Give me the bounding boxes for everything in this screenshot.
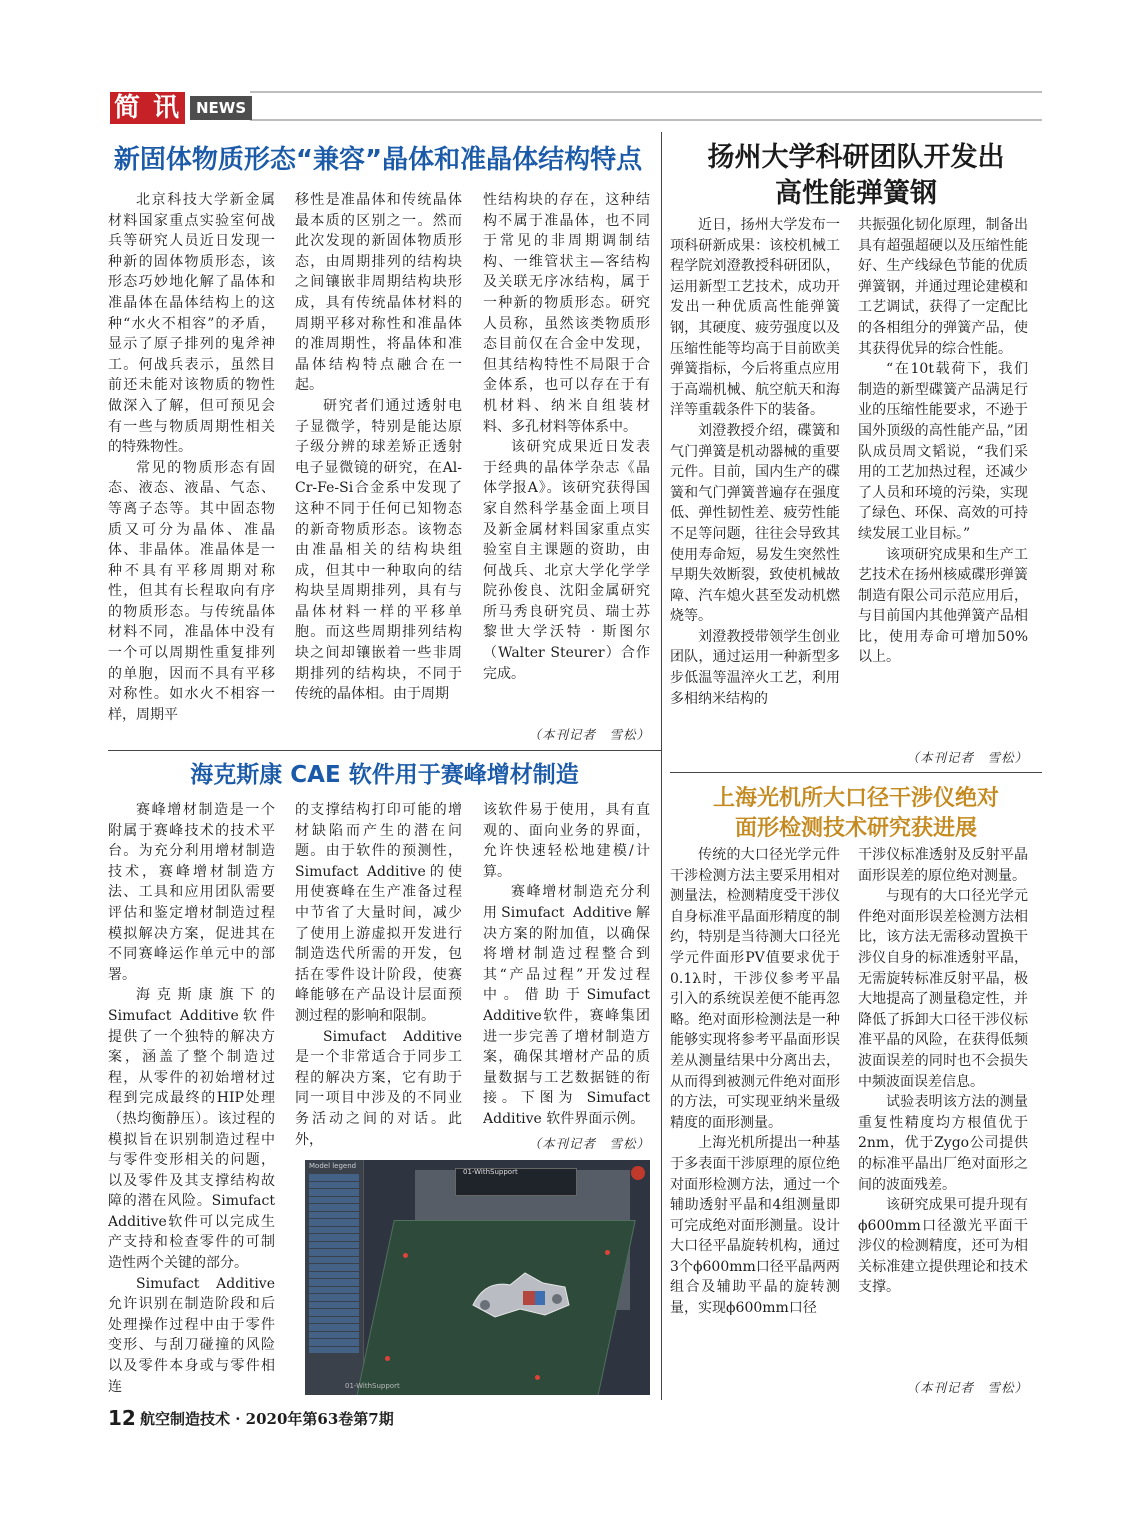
article1-title: 新固体物质形态“兼容”晶体和准晶体结构特点: [113, 145, 643, 175]
paragraph: 该软件易于使用，具有直观的、面向业务的界面，允许快速轻松地建模/计算。: [483, 802, 650, 880]
article2-byline: （本刊记者 雪松）: [906, 750, 1028, 765]
paragraph: 海克斯康旗下的Simufact Additive软件提供了一个独特的解决方案，涵盖了整个制造过程，从零件的初始增材过程到完成最终的HIP处理（热均衡静压）。该过程的模拟旨在识别制造过程中与零件变形相关的问题，以及零件及其支撑结构故障的潜在风险。Simufact Additive软件可以完成生产支持和检查零件的可制造性两个关键的部分。: [108, 987, 275, 1272]
model-legend-list: [309, 1174, 359, 1354]
paragraph: “在10t载荷下，我们制造的新型碟簧产品满足行业的压缩性能要求，不逊于国外顶级的高性能产品，”团队成员周文韬说，“我们采用的工艺加热过程，还减少了人员和环境的污染，实现了绿色、环保、高效的可持续发展工业目标。”: [858, 361, 1028, 542]
paragraph: 刘澄教授带领学生创业团队，通过运用一种新型多步低温等温淬火工艺，利用多相纳米结构的: [670, 628, 840, 707]
article4-column-1: [670, 845, 840, 1400]
paragraph: 干涉仪标准透射及反射平晶面形误差的原位绝对测量。: [858, 847, 1028, 884]
printed-part-model: [465, 1265, 575, 1325]
software-screenshot-figure: [305, 1160, 650, 1395]
article2-title: [670, 140, 1042, 212]
model-legend-title: Model legend: [309, 1162, 357, 1170]
article3-byline: （本刊记者 雪松）: [528, 1136, 650, 1151]
paragraph: 常见的物质形态有固态、液态、液晶、气态、等离子态等。其中固态物质又可分为晶体、准晶体、非晶体。准晶体是一种不具有平移周期对称性，但其有长程取向有序的物质形态。与传统晶体材料不同，准晶体中没有一个可以周期性重复排列的单胞，因而不具有平移对称性。如水火不相容一样，周期平: [108, 459, 275, 723]
article4-byline: （本刊记者 雪松）: [906, 1380, 1028, 1395]
section-label-en: NEWS: [190, 96, 252, 120]
article4-title-line1: 上海光机所大口径干涉仪绝对: [712, 786, 999, 811]
section-label: 简 讯: [110, 92, 185, 124]
article2-column-1: [670, 215, 840, 770]
paragraph: 该研究成果近日发表于经典的晶体学杂志《晶体学报A》。该研究获得国家自然科学基金面上项目及新金属材料国家重点实验室自主课题的资助，由何战兵、北京大学化学学院孙俊良、沈阳金属研究所马秀良研究员、瑞士苏黎世大学沃特 · 斯图尔（Walter Steurer）合作完成。: [483, 439, 650, 682]
settings-icon: [631, 1166, 645, 1180]
paragraph: 该项研究成果和生产工艺技术在扬州核威碟形弹簧制造有限公司示范应用后，与目前国内其他弹簧产品相比，使用寿命可增加50%以上。: [858, 546, 1028, 666]
header-rule-bottom: [250, 119, 1042, 121]
article3-column-2: [295, 800, 462, 1152]
article1-column-2: [295, 190, 462, 750]
marker-dot: [385, 1356, 390, 1361]
paragraph: 该研究成果可提升现有ϕ600mm口径激光平面干涉仪的检测精度，还可为相关标准建立提供理论和技术支撑。: [858, 1197, 1028, 1296]
paragraph: Simufact Additive允许识别在制造阶段和后处理操作过程中由于零件变形、与刮刀碰撞的风险以及零件本身或与零件相连: [108, 1275, 275, 1395]
paragraph: 上海光机所提出一种基于多表面干涉原理的原位绝对面形检测方法，通过一个辅助透射平晶和4组测量即可完成绝对面形测量。设计大口径平晶旋转机构，通过3个ϕ600mm口径平晶两两组合及辅助平晶的旋转测量，实现ϕ600mm口径: [670, 1135, 840, 1317]
article1-byline: （本刊记者 雪松）: [528, 727, 650, 742]
article4-title: [670, 784, 1042, 844]
article2-column-2: [858, 215, 1028, 745]
paragraph: 与现有的大口径光学元件绝对面形误差检测方法相比，该方法无需移动置换干涉仪自身的标准透射平晶，无需旋转标准反射平晶，极大地提高了测量稳定性，并降低了拆卸大口径干涉仪标准平晶的风险，在获得低频波面误差的同时也不会损失中频波面误差信息。: [858, 888, 1028, 1090]
article-divider: [670, 772, 1042, 773]
journal-title: 航空制造技术 · 2020年第63卷第7期: [140, 1410, 394, 1428]
paragraph: 传统的大口径光学元件干涉检测方法主要采用相对测量法，检测精度受干涉仪自身标准平晶面形精度的制约，特别是当待测大口径光学元件面形PV值要求优于0.1λ时，干涉仪参考平晶引入的系统误差便不能再忽略。绝对面形检测法是一种能够实现将参考平晶面形误差从测量结果中分离出去，从而得到被测元件绝对面形的方法，可实现亚纳米量级精度的面形测量。: [670, 847, 840, 1131]
marker-dot: [535, 1375, 540, 1380]
article-divider: [108, 750, 661, 751]
article2-title-line2: 高性能弹簧钢: [775, 178, 937, 209]
marker-dot: [605, 1250, 610, 1255]
paragraph: 移性是准晶体和传统晶体最本质的区别之一。然而此次发现的新固体物质形态，由周期排列的结构块之间镶嵌非周期结构块形成，具有传统晶体材料的周期平移对称性和准晶体的准周期性，将晶体和准晶体结构特点融合在一起。: [295, 192, 462, 394]
paragraph: 共振强化韧化原理，制备出具有超强超硬以及压缩性能好、生产线绿色节能的优质弹簧钢，并通过理论建模和工艺调试，获得了一定配比的各相组分的弹簧产品，使其获得优异的综合性能。: [858, 217, 1028, 357]
article3-column-3: [483, 800, 650, 1130]
paragraph: 刘澄教授介绍，碟簧和气门弹簧是机动器械的重要元件。目前，国内生产的碟簧和气门弹簧普遍存在强度低、弹性韧性差、疲劳性能不足等问题，往往会导致其使用寿命短，易发生突然性早期失效断裂，致使机械故障、汽车熄火甚至发动机燃烧等。: [670, 422, 840, 625]
paragraph: 北京科技大学新金属材料国家重点实验室何战兵等研究人员近日发现一种新的固体物质形态，该形态巧妙地化解了晶体和准晶体在晶体结构上的这种“水火不相容”的矛盾，显示了原子排列的鬼斧神工。何战兵表示，虽然目前还未能对该物质的物性做深入了解，但可预见会有一些与物质周期性相关的特殊物性。: [108, 192, 275, 456]
article4-column-2: [858, 845, 1028, 1375]
column-divider: [661, 132, 662, 1400]
paragraph: 性结构块的存在，这种结构不属于准晶体，也不同于常见的非周期调制结构、一维管状主—客结构及关联无序冰结构，属于一种新的物质形态。研究人员称，虽然该类物质形态目前仅在合金中发现，但其结构特性不局限于合金体系，也可以存在于有机材料、纳米自组装材料、多孔材料等体系中。: [483, 192, 650, 435]
article3-column-1: [108, 800, 275, 1398]
page-number: 12: [108, 1406, 136, 1430]
paragraph: 赛峰增材制造充分利用Simufact Additive解决方案的附加值，以确保将增材制造过程整合到其“产品过程”开发过程中。借助于Simufact Additive软件，赛峰集团进一步完善了增材制造方案，确保其增材产品的质量数据与工艺数据链的衔接。下图为 Simufact Additive 软件界面示例。: [483, 884, 650, 1127]
paragraph: Simufact Additive是一个非常适合于同步工程的解决方案，它有助于同一项目中涉及的不同业务活动之间的对话。此外，: [295, 1028, 462, 1148]
paragraph: 的支撑结构打印可能的增材缺陷而产生的潜在问题。由于软件的预测性，Simufact Additive的使用使赛峰在生产准备过程中节省了大量时间，减少了使用上游虚拟开发进行制造迭代所需的开发，包括在零件设计阶段，使赛峰能够在产品设计层面预测过程的影响和限制。: [295, 802, 462, 1024]
header-rule-top: [250, 91, 1042, 93]
paragraph: 研究者们通过透射电子显微学，特别是能达原子级分辨的球差矫正透射电子显微镜的研究，在Al-Cr-Fe-Si合金系中发现了这种不同于任何已知物态的新奇物质形态。该物态由准晶相关的结构块组成，但其中一种取向的结构块呈周期排列，具有与晶体材料一样的平移单胞。而这些周期排列结构块之间却镶嵌着一些非周期排列的结构块，不同于传统的晶体相。由于周期: [295, 397, 462, 703]
paragraph: 试验表明该方法的测量重复性精度均方根值优于2nm，优于Zygo公司提供的标准平晶出厂绝对面形之间的波面残差。: [858, 1094, 1028, 1193]
paragraph: 近日，扬州大学发布一项科研新成果：该校机械工程学院刘澄教授科研团队，运用新型工艺技术，成功开发出一种优质高性能弹簧钢，其硬度、疲劳强度以及压缩性能等均高于目前欧美弹簧指标，今后将重点应用于高端机械、航空航天和海洋等重载条件下的装备。: [670, 217, 840, 419]
article1-column-1: [108, 190, 275, 750]
article2-title-line1: 扬州大学科研团队开发出: [707, 142, 1005, 173]
article1-column-3: [483, 190, 650, 720]
viewer-toolbar-label: 01-WithSupport: [463, 1168, 518, 1176]
article4-title-line2: 面形检测技术研究获进展: [734, 816, 977, 841]
paragraph: 赛峰增材制造是一个附属于赛峰技术的技术平台。为充分利用增材制造技术，赛峰增材制造方法、工具和应用团队需要评估和鉴定增材制造过程模拟解决方案，促进其在不同赛峰运作单元中的部署。: [108, 802, 275, 983]
marker-dot: [403, 1253, 408, 1258]
viewer-status-label: 01-WithSupport: [345, 1382, 400, 1390]
article3-title: 海克斯康 CAE 软件用于赛峰增材制造: [190, 762, 579, 788]
